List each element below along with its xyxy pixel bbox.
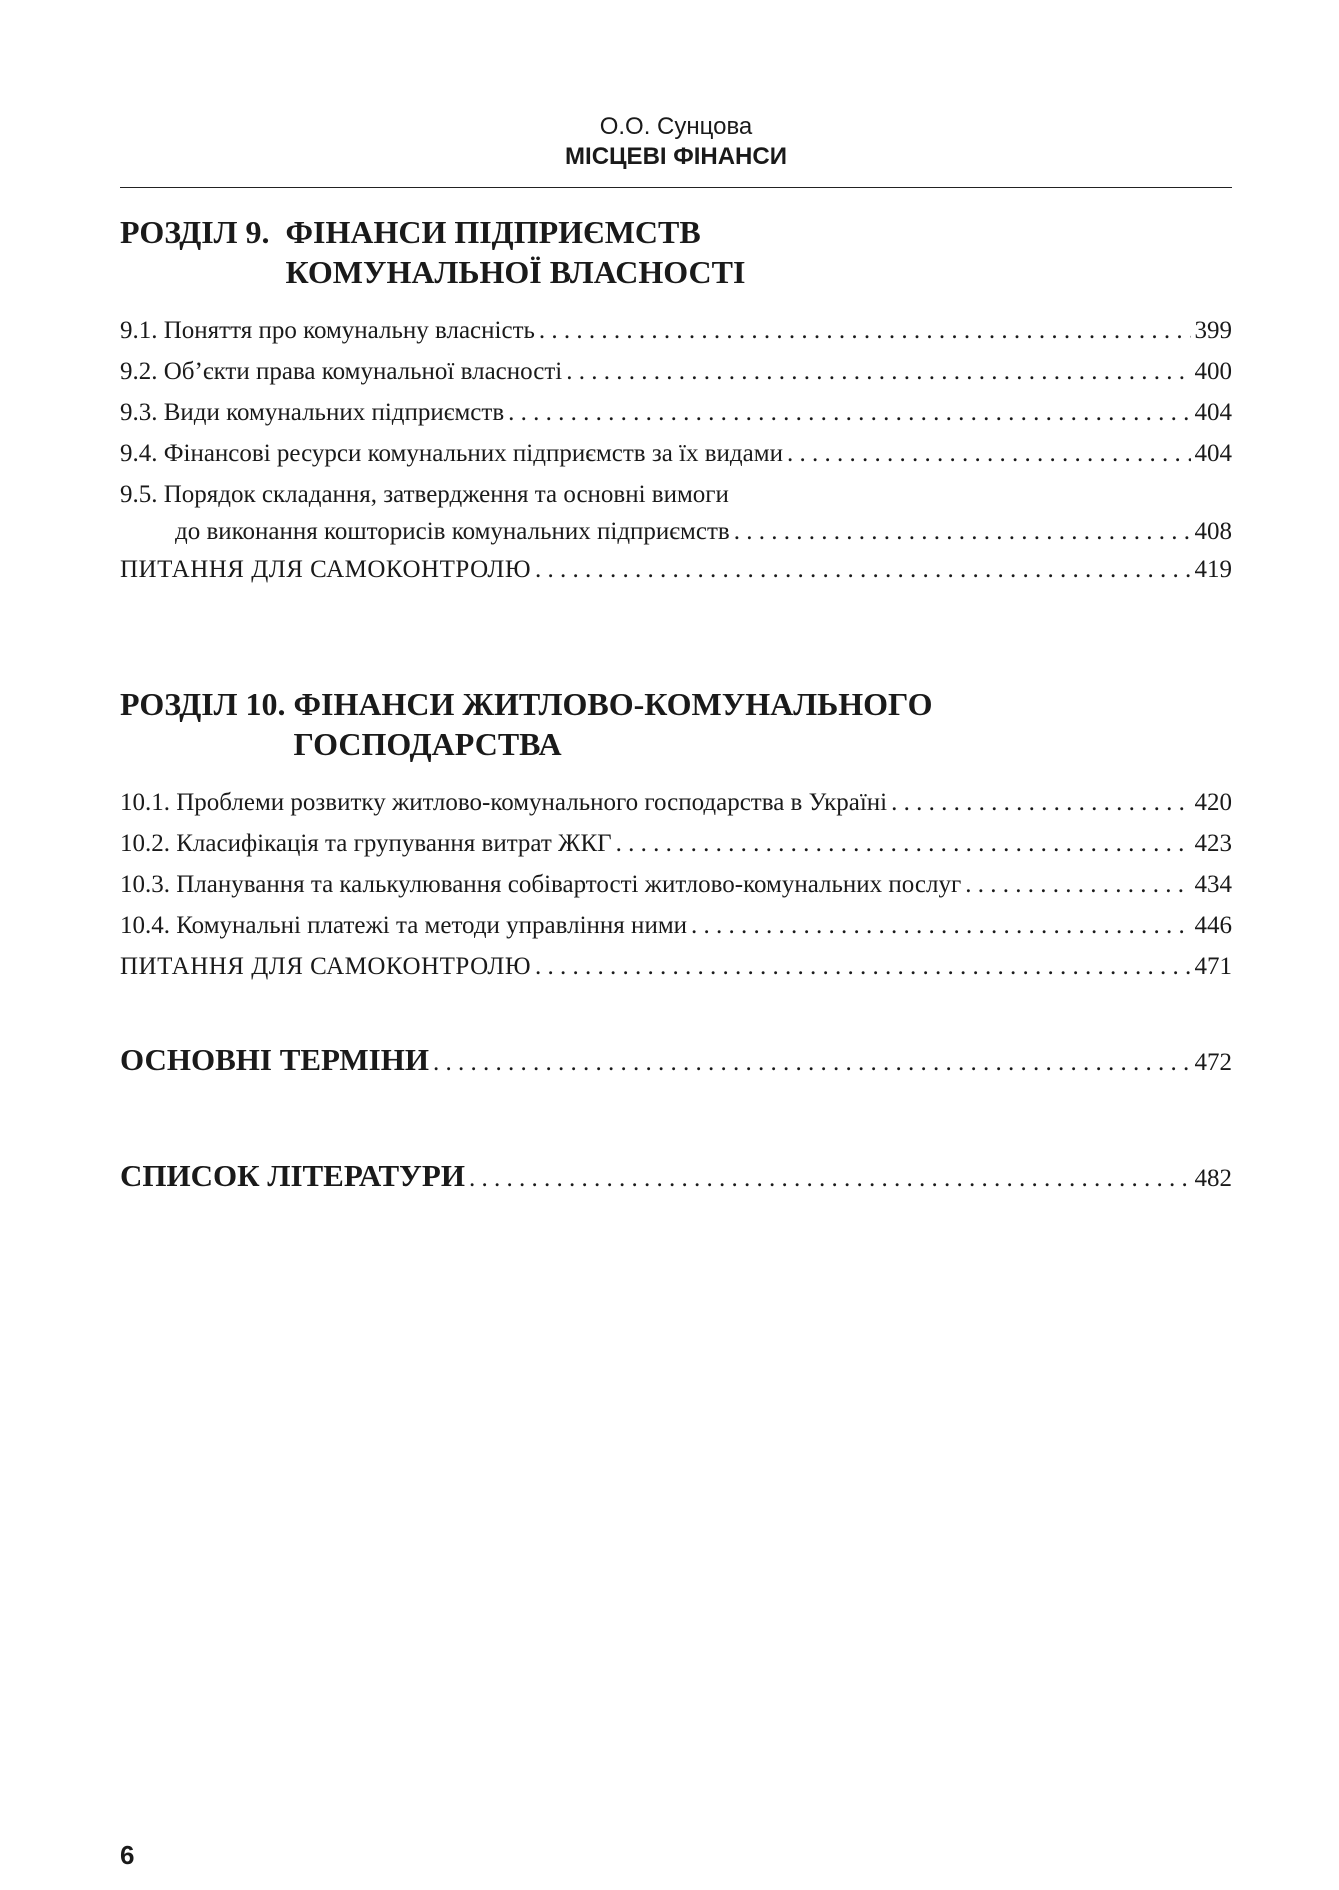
toc-entry[interactable] [120,823,1232,864]
toc-entry-page: 471 [1194,953,1232,980]
toc-entry-page: 434 [1194,871,1232,898]
dot-leader [616,823,1191,864]
toc-entry-label: ПИТАННЯ ДЛЯ САМОКОНТРОЛЮ [120,953,532,980]
dot-leader [535,946,1190,987]
dot-leader [734,515,1191,549]
toc-entry-continuation [120,515,1232,549]
section-title [294,684,933,764]
dot-leader [891,782,1190,823]
dot-leader [508,392,1190,433]
toc-entry-multiline[interactable] [120,474,1232,549]
section-number: РОЗДІЛ 9. [120,214,286,250]
toc-entry-page: 404 [1194,440,1232,467]
toc-entry-page: 408 [1194,518,1232,545]
toc-entry-page: 419 [1194,556,1232,583]
toc-entry-label: 9.3. Види комунальних підприємств [120,399,505,426]
toc-entry[interactable] [120,351,1232,392]
toc-entry-label: СПИСОК ЛІТЕРАТУРИ [120,1158,465,1193]
dot-leader [433,1049,1191,1077]
toc-entry[interactable] [120,392,1232,433]
dot-leader [787,433,1191,474]
section-title-line-1: ФІНАНСИ ЖИТЛОВО-КОМУНАЛЬНОГО [293,686,933,722]
toc-entry-page: 399 [1194,317,1232,344]
section-heading [120,212,1232,292]
section-title-line-2: ГОСПОДАРСТВА [293,726,562,762]
author-name: О.О. Сунцова [599,113,753,140]
toc-entry-label: 10.3. Планування та калькулювання собівартості житлово-комунальних послуг [120,871,962,898]
toc-entry-page: 446 [1194,912,1232,939]
dot-leader [535,549,1190,590]
toc-entry-questions[interactable] [120,549,1232,590]
toc-entry-label: 10.4. Комунальні платежі та методи управління ними [120,912,688,939]
section-number: РОЗДІЛ 10. [120,686,294,722]
toc-entry[interactable] [120,905,1232,946]
header-divider [120,187,1232,188]
section-title-line-1: ФІНАНСИ ПІДПРИЄМСТВ [285,214,701,250]
toc-entry-label: ОСНОВНІ ТЕРМІНИ [120,1042,429,1077]
toc-entry-label-line-1: 9.5. Порядок складання, затвердження та основні вимоги [120,481,729,508]
running-header [120,112,1232,172]
toc-section-9 [120,212,1232,590]
section-title-line-2: КОМУНАЛЬНОЇ ВЛАСНОСТІ [285,254,746,290]
dot-leader [691,905,1190,946]
toc-entry-page: 472 [1194,1049,1232,1076]
toc-entry-page: 420 [1194,789,1232,816]
toc-entry-label: 9.4. Фінансові ресурси комунальних підприємств за їх видами [120,440,783,467]
dot-leader [539,310,1191,351]
book-title: МІСЦЕВІ ФІНАНСИ [565,143,787,170]
dot-leader [566,351,1190,392]
dot-leader [469,1165,1191,1193]
toc-entry[interactable] [120,864,1232,905]
toc-entry-label: 9.2. Об’єкти права комунальної власності [120,358,563,385]
toc-entry[interactable] [120,433,1232,474]
section-title [286,212,746,292]
toc-entry-page: 400 [1194,358,1232,385]
toc-entry-terms[interactable] [120,1042,1232,1078]
section-heading [120,684,1232,764]
toc-entry[interactable] [120,310,1232,351]
page-number: 6 [120,1840,135,1870]
toc-section-10 [120,684,1232,987]
toc-entry-questions[interactable] [120,946,1232,987]
toc-entry-label: 10.2. Класифікація та групування витрат ЖКГ [120,830,612,857]
dot-leader [965,864,1190,905]
toc-entry-page: 404 [1194,399,1232,426]
toc-entry-label-line-2: до виконання кошторисів комунальних підприємств [175,518,730,545]
toc-entry-label: 10.1. Проблеми розвитку житлово-комунального господарства в Україні [120,789,888,816]
toc-entry-page: 482 [1194,1165,1232,1192]
toc-entry-literature[interactable] [120,1158,1232,1194]
toc-entry[interactable] [120,782,1232,823]
toc-entry-label: ПИТАННЯ ДЛЯ САМОКОНТРОЛЮ [120,556,532,583]
toc-entry-label: 9.1. Поняття про комунальну власність [120,317,535,344]
toc-entry-page: 423 [1194,830,1232,857]
